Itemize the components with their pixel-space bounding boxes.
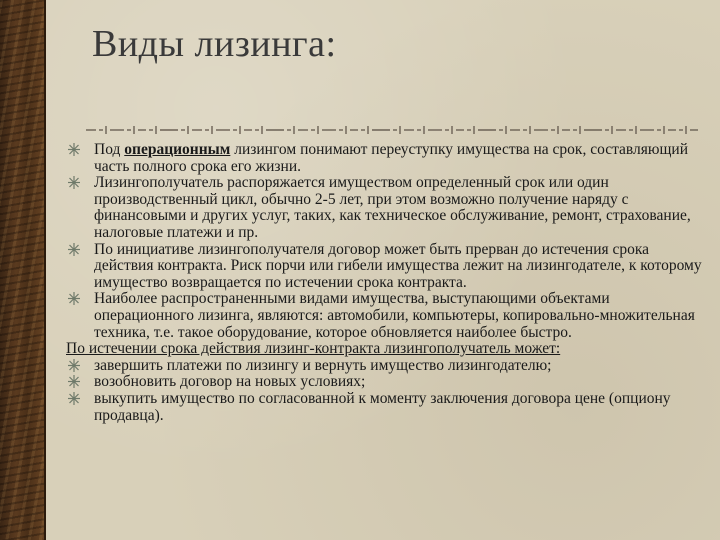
title-divider xyxy=(86,125,698,135)
list-item xyxy=(66,242,706,292)
list-item xyxy=(66,175,706,241)
ornamental-star-bullet-icon xyxy=(68,143,80,156)
list-item xyxy=(66,142,706,175)
wood-border-strip xyxy=(0,0,46,540)
item-emphasis: операционным xyxy=(124,141,231,158)
item-text: лизингом понимают переуступку имущества на срок, составляющий часть полного срока его жизни. xyxy=(94,141,689,175)
list-item xyxy=(66,358,706,375)
ornamental-star-bullet-icon xyxy=(68,359,80,372)
list-item xyxy=(66,391,706,424)
slide-content xyxy=(66,142,706,424)
ornamental-star-bullet-icon xyxy=(68,176,80,189)
item-text: Лизингополучатель распоряжается имуществом определенный срок или один производственный цикл, обычно 2-5 лет, при этом возможно получение наряду с финансовыми и других услуг, таких, как техническое обслуживание, ремонт, страхование, налоговые платежи и пр. xyxy=(94,174,691,241)
ornamental-star-bullet-icon xyxy=(68,392,80,405)
option-text: завершить платежи по лизингу и вернуть имущество лизингодателю; xyxy=(94,356,552,374)
ornamental-star-bullet-icon xyxy=(68,292,80,305)
slide-title: Виды лизинга: xyxy=(92,23,337,65)
subheading: По истечении срока действия лизинг-контракта лизингополучатель может: xyxy=(66,340,561,358)
list-item xyxy=(66,291,706,341)
item-text: Наиболее распространенными видами имущества, выступающими объектами операционного лизинга, являются: автомобили, компьютеры, копировально-множительная техника, т.е. такое оборудование, которое обновляется наиболее быстро. xyxy=(94,290,695,341)
option-text: выкупить имущество по согласованной к моменту заключения договора цене (опциону продавца). xyxy=(94,389,671,424)
item-text: По инициативе лизингополучателя договор может быть прерван до истечения срока действия контракта. Риск порчи или гибели имущества лежит на лизингодателе, к которому имущество возвращается по истечении срока контракта. xyxy=(94,240,702,291)
item-lead: Под xyxy=(94,141,125,158)
ornamental-star-bullet-icon xyxy=(68,243,80,256)
option-text: возобновить договор на новых условиях; xyxy=(94,373,366,391)
ornamental-star-bullet-icon xyxy=(68,375,80,388)
list-item xyxy=(66,374,706,391)
